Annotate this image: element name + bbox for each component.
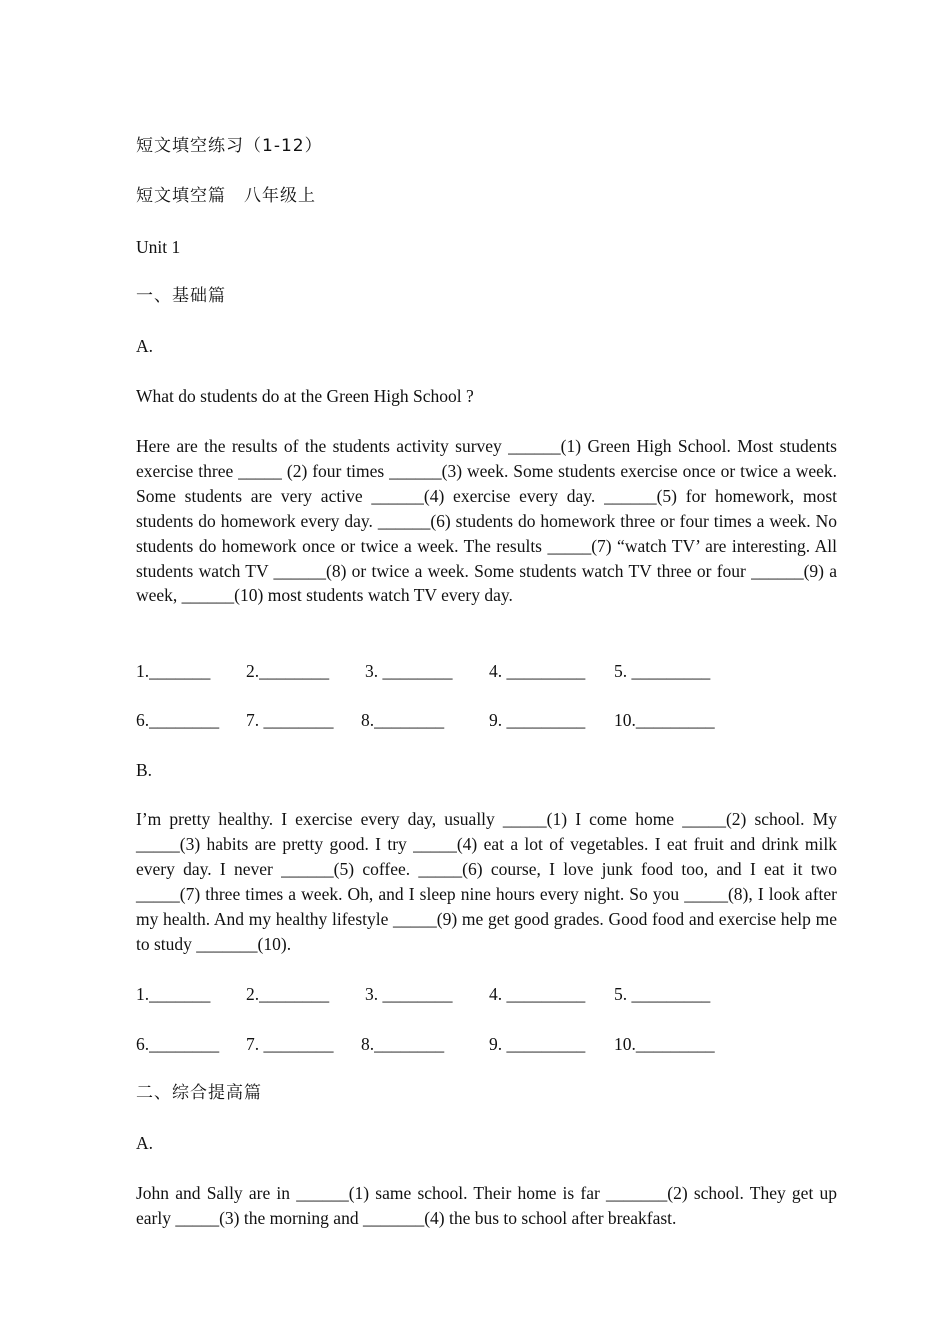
answer-blank[interactable]: 7. ________ (246, 710, 334, 730)
answer-row-a2 (136, 708, 837, 733)
answer-blank[interactable]: 8.________ (361, 1034, 445, 1054)
answer-blank[interactable]: 2.________ (246, 661, 330, 681)
section-basic-heading: 一、基础篇 (136, 286, 226, 306)
passage-a-heading: What do students do at the Green High School ? (136, 386, 474, 406)
answer-blank[interactable]: 5. _________ (614, 984, 711, 1004)
document-subtitle: 短文填空篇 八年级上 (136, 186, 316, 206)
answer-row-b1 (136, 982, 837, 1007)
answer-blank[interactable]: 6.________ (136, 1034, 220, 1054)
passage-b-text: I’m pretty healthy. I exercise every day, usually _____(1) I come home _____(2) school. My _____(3) habits are pretty good. I try _____(4) eat a lot of vegetables. I eat fruit and drink milk every day. I never ______(5) coffee. _____(6) course, I love junk food too, and I eat it two _____(7) three times a week. Oh, and I sleep nine hours every night. So you _____(8), I look after my health. And my healthy lifestyle _____(9) me get good grades. Good food and exercise help me to study _______(10). (136, 809, 837, 954)
answer-row-b2 (136, 1032, 837, 1057)
answer-blank[interactable]: 8.________ (361, 710, 445, 730)
answer-blank[interactable]: 4. _________ (489, 661, 586, 681)
answer-blank[interactable]: 10._________ (614, 710, 715, 730)
answer-blank[interactable]: 10._________ (614, 1034, 715, 1054)
answer-blank[interactable]: 3. ________ (365, 661, 453, 681)
answer-blank[interactable]: 4. _________ (489, 984, 586, 1004)
answer-row-a1 (136, 659, 837, 684)
answer-blank[interactable]: 3. ________ (365, 984, 453, 1004)
passage-a2-text: John and Sally are in ______(1) same school. Their home is far _______(2) school. They get up early _____(3) the morning and _______(4) the bus to school after breakfast. (136, 1183, 837, 1228)
answer-blank[interactable]: 1._______ (136, 661, 211, 681)
answer-blank[interactable]: 7. ________ (246, 1034, 334, 1054)
part-a2-label: A. (136, 1133, 154, 1153)
passage-a-text: Here are the results of the students activity survey ______(1) Green High School. Most students exercise three _____ (2) four times ______(3) week. Some students exercise once or twice a week. Some students are very active ______(4) exercise every day. ______(5) for homework, most students do homework every day. ______(6) students do homework three or four times a week. No students do homework once or twice a week. The results _____(7) “watch TV’ are interesting. All students watch TV ______(8) or twice a week. Some students watch TV three or four ______(9) a week, ______(10) most students watch TV every day. (136, 436, 837, 606)
answer-blank[interactable]: 2.________ (246, 984, 330, 1004)
part-a-label: A. (136, 336, 154, 356)
answer-blank[interactable]: 1._______ (136, 984, 211, 1004)
answer-blank[interactable]: 5. _________ (614, 661, 711, 681)
part-b-label: B. (136, 760, 153, 780)
unit-heading: Unit 1 (136, 237, 181, 257)
section-advanced-heading: 二、综合提高篇 (136, 1083, 262, 1103)
answer-blank[interactable]: 9. _________ (489, 710, 586, 730)
answer-blank[interactable]: 9. _________ (489, 1034, 586, 1054)
document-title: 短文填空练习（1-12） (136, 136, 323, 156)
answer-blank[interactable]: 6.________ (136, 710, 220, 730)
